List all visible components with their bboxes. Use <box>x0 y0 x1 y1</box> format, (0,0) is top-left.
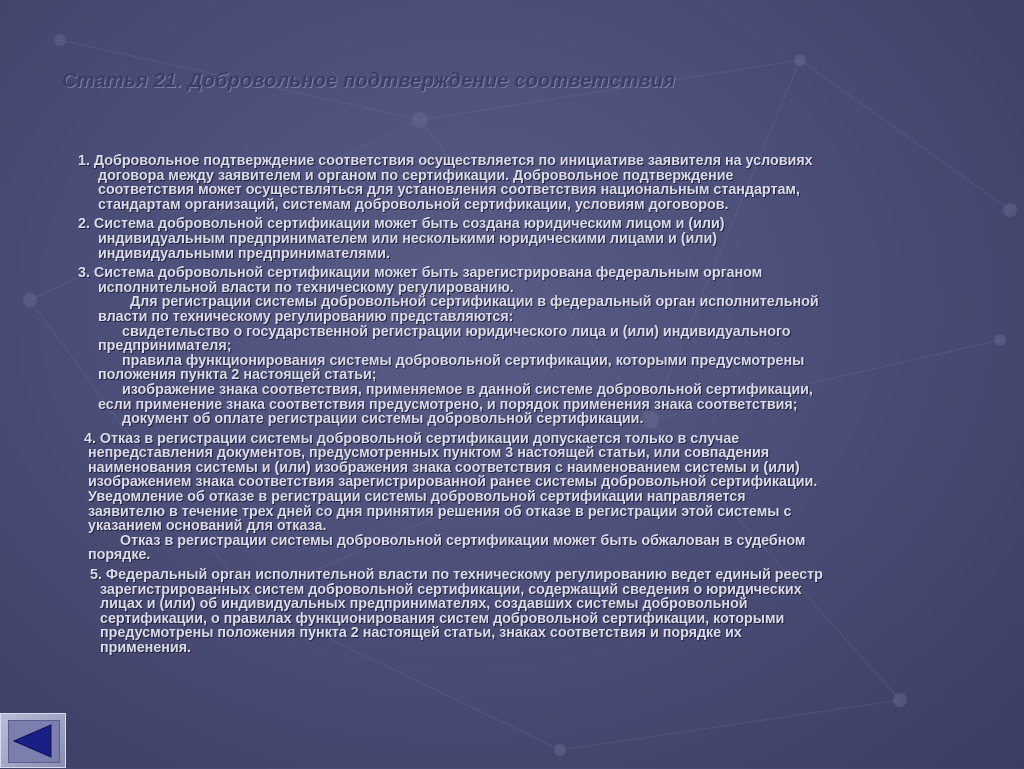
paragraph-line: изображением знака соответствия зарегистрированной ранее системы добровольной сертификации. <box>88 474 818 491</box>
paragraph-line: документ об оплате регистрации системы добровольной сертификации. <box>122 411 644 428</box>
paragraph-line: 5. Федеральный орган исполнительной власти по техническому регулированию ведет единый реестр <box>90 567 823 584</box>
paragraph-line: наименования системы и (или) изображения знака соответствия с наименованием системы и (или) <box>88 459 800 476</box>
paragraph-line: правила функционирования системы добровольной сертификации, которыми предусмотрены <box>122 352 805 369</box>
back-button[interactable] <box>0 713 66 768</box>
paragraph-line: заявителю в течение трех дней со дня принятия решения об отказе в регистрации этой системы с <box>88 503 792 520</box>
paragraph-line: 4. Отказ в регистрации системы добровольной сертификации допускается только в случае <box>84 430 740 447</box>
paragraph-line: если применение знака соответствия предусмотрено, и порядок применения знака соответствия; <box>98 396 798 413</box>
paragraph-2 <box>78 217 978 261</box>
paragraph-4 <box>78 432 978 563</box>
paragraph-line: 1. Добровольное подтверждение соответствия осуществляется по инициативе заявителя на условиях <box>78 153 813 169</box>
paragraph-line: зарегистрированных систем добровольной сертификации, содержащий сведения о юридических <box>100 581 802 598</box>
paragraph-line: стандартам организаций, системам добровольной сертификации, условиям договоров. <box>98 196 729 213</box>
paragraph-line: 2. Система добровольной сертификации может быть создана юридическим лицом и (или) <box>78 216 725 233</box>
slide-title: Статья 21. Добровольное подтверждение соответствия <box>62 70 676 92</box>
paragraph-line: Уведомление об отказе в регистрации системы добровольной сертификации направляется <box>88 489 746 506</box>
paragraph-line: индивидуальными предпринимателями. <box>98 245 390 262</box>
paragraph-line: изображение знака соответствия, применяемое в данной системе добровольной сертификации, <box>122 381 813 398</box>
paragraph-line: договора между заявителем и органом по сертификации. Добровольное подтверждение <box>98 167 734 184</box>
paragraph-5 <box>78 568 978 656</box>
paragraph-line: порядке. <box>88 547 151 564</box>
triangle-left-icon <box>1 714 67 769</box>
paragraph-line: сертификации, о правилах функционирования систем добровольной сертификации, которыми <box>100 610 785 627</box>
paragraph-line: лицах и (или) об индивидуальных предпринимателях, создавших системы добровольной <box>100 596 748 613</box>
paragraph-line: власти по техническому регулированию представляются: <box>98 308 514 325</box>
paragraph-line: непредставления документов, предусмотренных пунктом 3 настоящей статьи, или совпадения <box>88 445 770 462</box>
paragraph-line: Для регистрации системы добровольной сертификации в федеральный орган исполнительной <box>130 294 819 311</box>
paragraph-1 <box>78 154 978 212</box>
paragraph-line: предусмотрены положения пункта 2 настоящей статьи, знаках соответствия и порядке их <box>100 625 742 642</box>
paragraph-line: исполнительной власти по техническому регулированию. <box>98 279 514 296</box>
paragraph-line: указанием оснований для отказа. <box>88 518 327 535</box>
paragraph-line: Отказ в регистрации системы добровольной сертификации может быть обжалован в судебном <box>120 532 806 549</box>
paragraph-line: предпринимателя; <box>98 338 232 355</box>
paragraph-line: индивидуальным предпринимателем или несколькими юридическими лицами и (или) <box>98 230 718 247</box>
paragraph-line: положения пункта 2 настоящей статьи; <box>98 367 377 384</box>
paragraph-3 <box>78 266 978 427</box>
paragraph-line: применения. <box>100 640 192 656</box>
paragraph-line: свидетельство о государственной регистрации юридического лица и (или) индивидуального <box>122 323 791 340</box>
paragraph-line: соответствия может осуществляться для установления соответствия национальным стандартам, <box>98 182 800 199</box>
paragraph-line: 3. Система добровольной сертификации может быть зарегистрирована федеральным органом <box>78 265 763 282</box>
slide-body <box>78 154 978 656</box>
